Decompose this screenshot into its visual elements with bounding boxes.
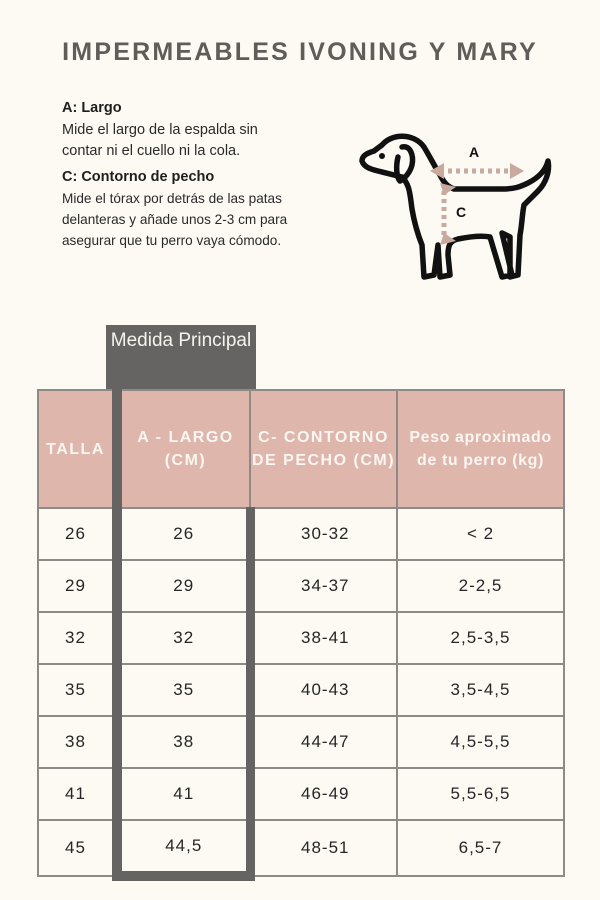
cell-largo: 41 [117, 768, 250, 820]
cell-contorno: 44-47 [250, 716, 397, 768]
svg-text:C: C [456, 204, 467, 220]
cell-talla: 38 [38, 716, 117, 768]
cell-contorno: 48-51 [250, 820, 397, 876]
cell-largo: 29 [117, 560, 250, 612]
principal-measure-label: Medida Principal [106, 325, 256, 389]
cell-peso: 3,5-4,5 [397, 664, 564, 716]
cell-talla: 35 [38, 664, 117, 716]
dog-diagram [352, 125, 562, 290]
cell-peso: 6,5-7 [397, 820, 564, 876]
largo-text: Mide el largo de la espalda sin contar ni el cuello ni la cola. [62, 121, 258, 159]
svg-text:A: A [469, 144, 480, 160]
page-title: IMPERMEABLES IVONING Y MARY [62, 38, 538, 66]
dog-outline-icon [352, 125, 562, 290]
cell-talla: 41 [38, 768, 117, 820]
measurement-instructions [62, 98, 302, 255]
table-row [38, 664, 564, 716]
cell-largo: 32 [117, 612, 250, 664]
cell-peso: 4,5-5,5 [397, 716, 564, 768]
cell-talla: 29 [38, 560, 117, 612]
table-header-row [38, 390, 564, 508]
cell-peso: 2,5-3,5 [397, 612, 564, 664]
cell-contorno: 46-49 [250, 768, 397, 820]
table-row [38, 716, 564, 768]
largo-heading: A: Largo [62, 100, 122, 116]
table-row [38, 560, 564, 612]
cell-talla: 32 [38, 612, 117, 664]
cell-talla: 45 [38, 820, 117, 876]
size-table [37, 389, 565, 881]
cell-talla: 26 [38, 508, 117, 560]
cell-contorno: 30-32 [250, 508, 397, 560]
cell-peso: < 2 [397, 508, 564, 560]
table-row [38, 768, 564, 820]
cell-largo: 26 [117, 508, 250, 560]
cell-contorno: 40-43 [250, 664, 397, 716]
header-talla: TALLA [38, 390, 117, 508]
cell-largo: 38 [117, 716, 250, 768]
header-contorno: C- CONTORNO DE PECHO (CM) [250, 390, 397, 508]
contorno-text: Mide el tórax por detrás de las patas delanteras y añade unos 2-3 cm para asegurar que tu perro vaya cómodo. [62, 191, 288, 248]
cell-peso: 5,5-6,5 [397, 768, 564, 820]
table-row [38, 612, 564, 664]
table-row [38, 820, 564, 876]
cell-largo: 44,5 [117, 820, 250, 876]
cell-contorno: 34-37 [250, 560, 397, 612]
cell-largo: 35 [117, 664, 250, 716]
cell-peso: 2-2,5 [397, 560, 564, 612]
header-largo: A - LARGO (CM) [117, 390, 250, 508]
cell-contorno: 38-41 [250, 612, 397, 664]
header-peso: Peso aproximado de tu perro (kg) [397, 390, 564, 508]
table-row [38, 508, 564, 560]
contorno-heading: C: Contorno de pecho [62, 168, 215, 185]
